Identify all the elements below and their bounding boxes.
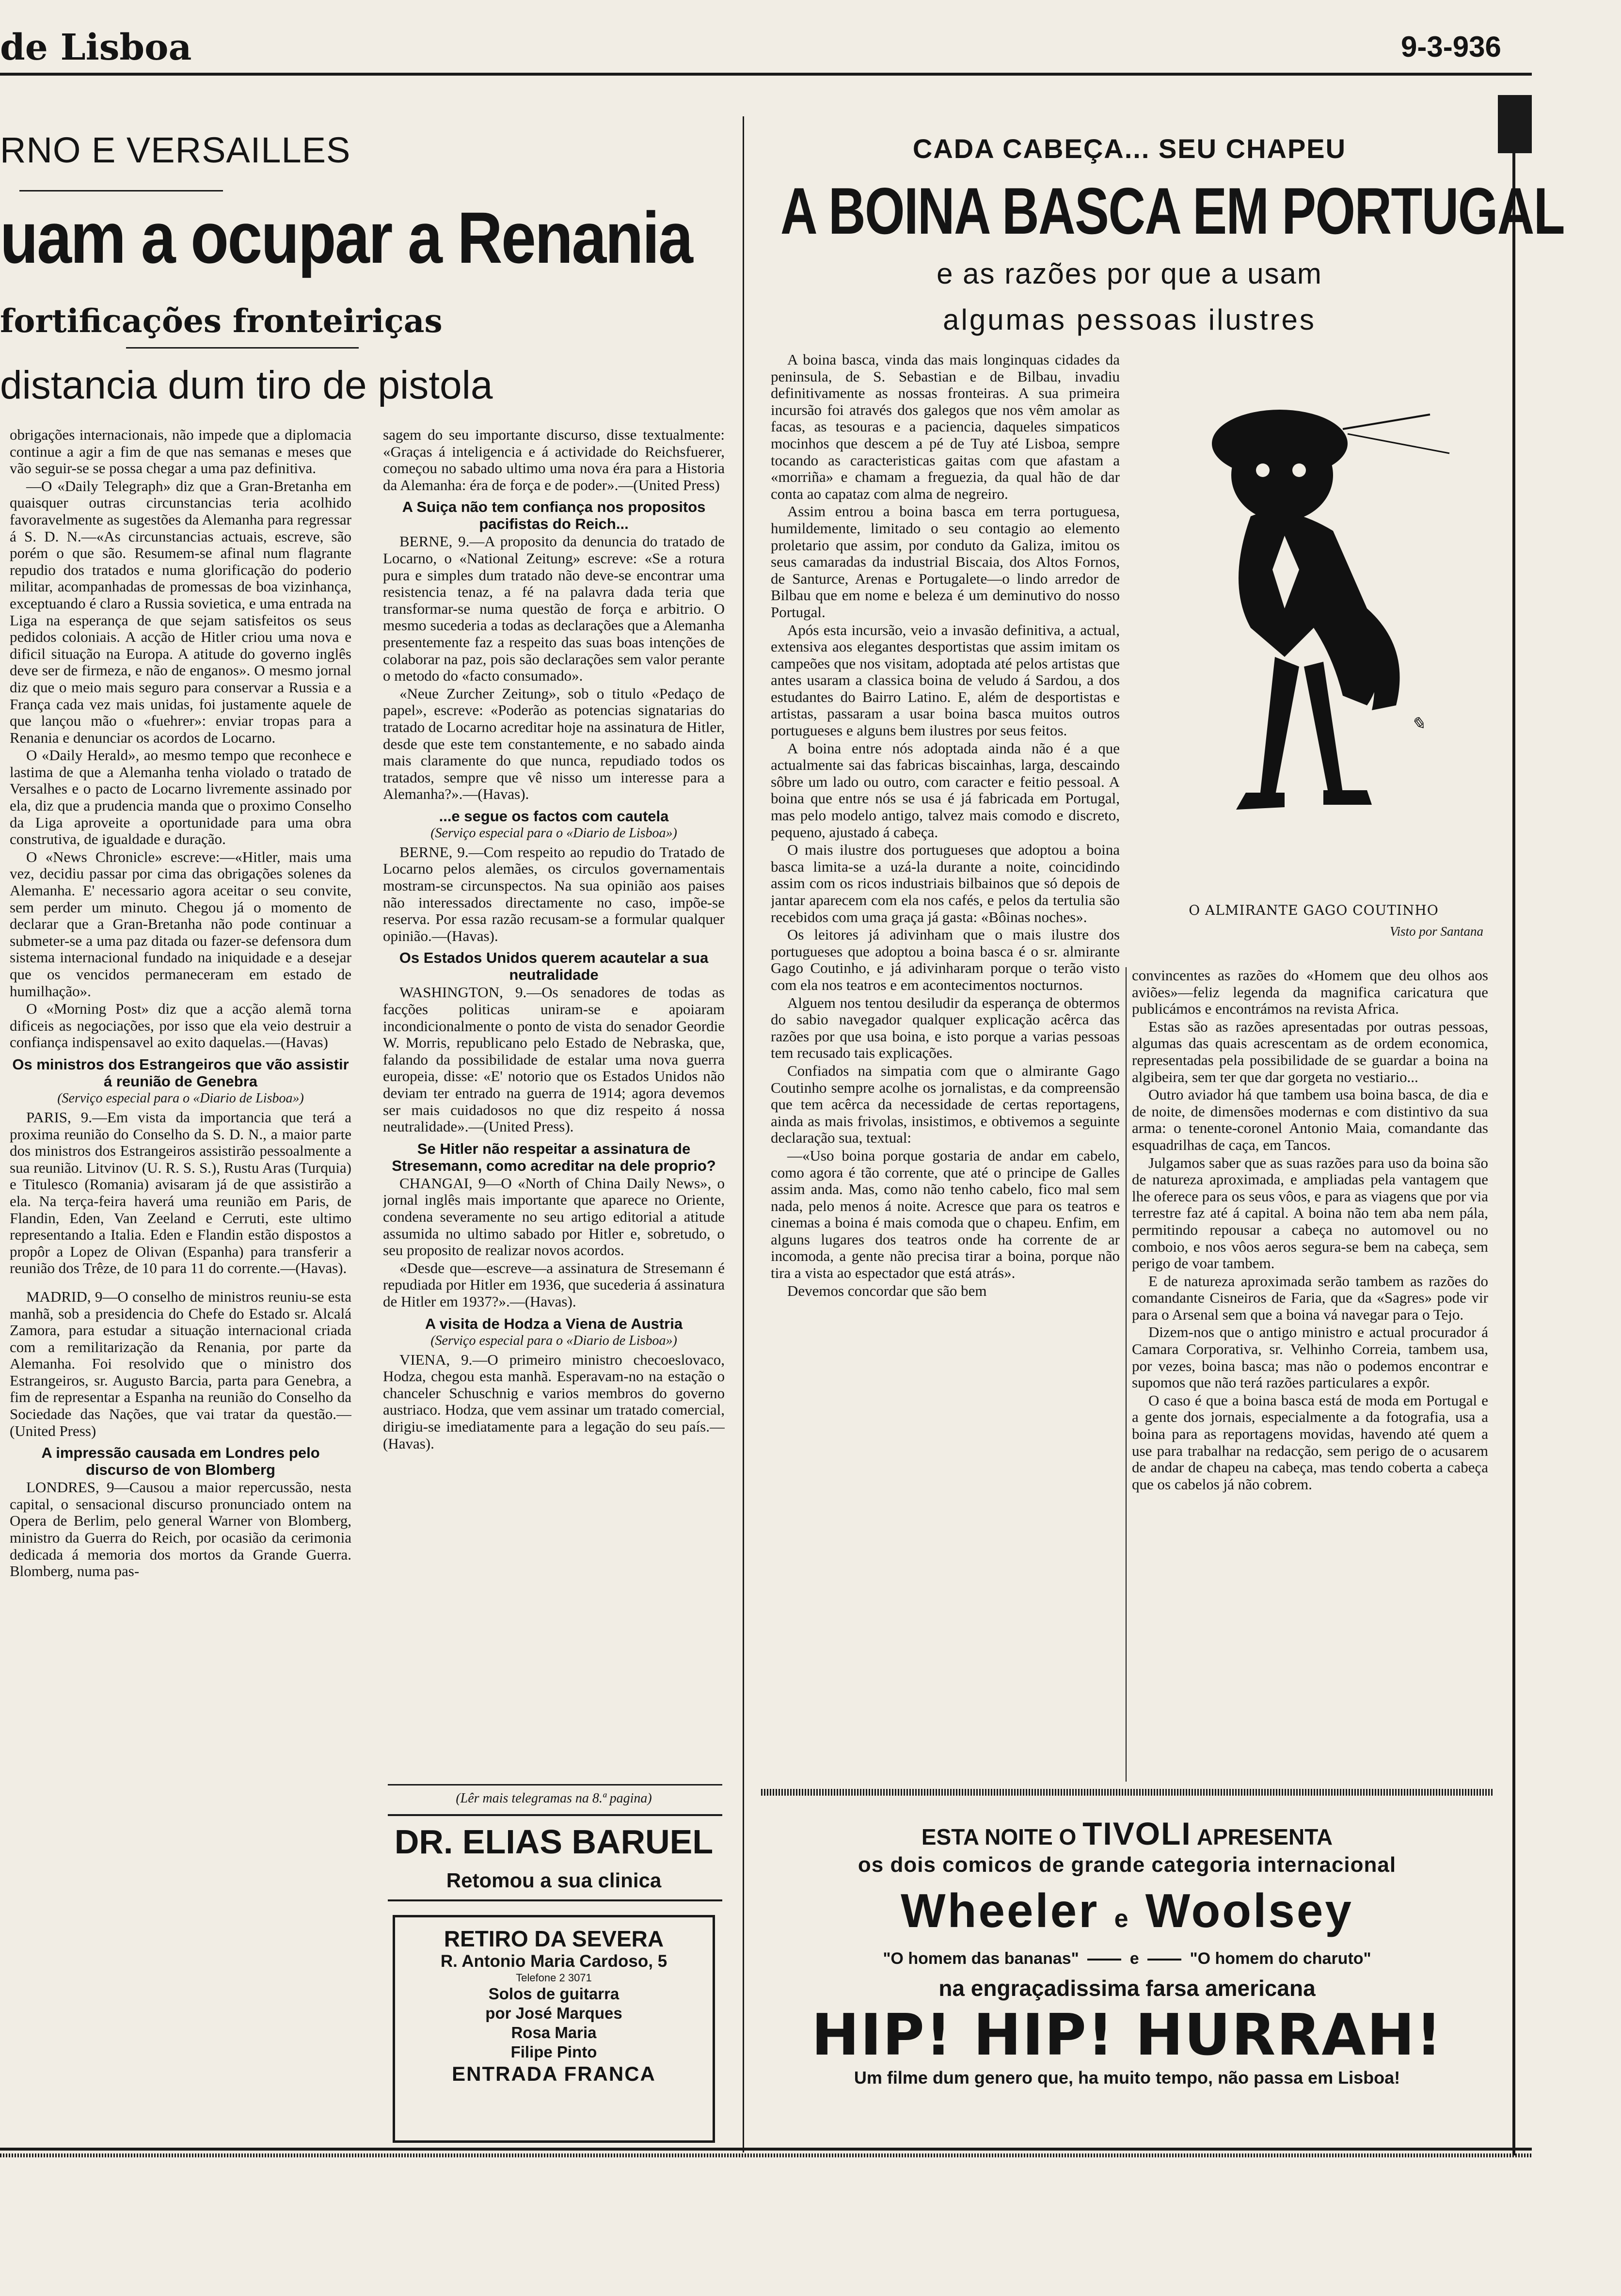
ad-retiro-title: RETIRO DA SEVERA — [444, 1926, 664, 1951]
paragraph: «Neue Zurcher Zeitung», sob o titulo «Pedaço de papel», escreve: «Poderão as potencias signatarias do tratado de Locarno acreditar hoje na assinatura de Hitler, desde que este tem constantemente, e no sabado ainda mais claramente do que nunca, repudiado todos os tratados, sempre que vê nisso um interesse para a Alemanha?».—(Havas). — [383, 685, 725, 803]
paragraph: obrigações internacionais, não impede que a diplomacia continue a agir a fim de que nas semanas e meses que vão seguir-se se possa chegar a uma paz definitiva. — [10, 427, 351, 477]
paragraph: «Desde que—escreve—a assinatura de Stresemann é repudiada por Hitler em 1936, que sucederia á assinatura de Hitler em 1937?».—(Havas). — [383, 1259, 725, 1310]
paragraph: VIENA, 9.—O primeiro ministro checoeslovaco, Hodza, chegou esta manhã. Esperavam-no na estação o chanceler Schuschnig e varios membros do governo austriaco. Hodza, que vem assinar um tratado comercial, dirigiu-se imediatamente para a legação do seu país.—(Havas). — [383, 1351, 725, 1452]
paragraph: Dizem-nos que o antigo ministro e actual procurador á Camara Corporativa, sr. Velhinho Correia, tambem usa, por vezes, boina basca; mas não o podemos encontrar e supomos que não terá razões particulares a expôr. — [1132, 1323, 1488, 1391]
ad-tivoli-pre: ESTA NOITE O — [921, 1824, 1077, 1850]
section-note: (Serviço especial para o «Diario de Lisboa») — [57, 1090, 304, 1106]
ad-tivoli-name-1: Wheeler — [901, 1884, 1099, 1937]
paragraph: —O «Daily Telegraph» diz que a Gran-Bretanha em quaisquer outras circunstancias teria acolhido favoravelmente as sugestões da Alemanha para regressar á S. D. N.—«As circunstancias actuais, escreve, são porém o que são. Resumem-se afinal num flagrante repudio dos tratados e numa glorificação do poderio militar, acompanhadas de promessas de boa vizinhança, exceptuando é claro a Russia sovietica, e uma entrada na Liga na esperança de que sejam satisfeitos os seus pedidos coloniais. A acção de Hitler criou uma nova e dificil situação na Europa. A atitude do governo inglês deve ser de firmeza, e não de enganos». O mesmo jornal diz que o meio mais seguro para conservar a Russia e a França cada vez mais unidas, foi justamente aquele de que lançou mão o «fuehrer»: enviar tropas para a Renania e denunciar os acordos de Locarno. — [10, 477, 351, 746]
section-title: A visita de Hodza a Viena de Austria — [425, 1315, 683, 1332]
left-headline: uam a ocupar a Renania — [0, 197, 692, 278]
masthead-rule — [0, 73, 1532, 76]
ad-doctor-bottom-rule — [388, 1899, 722, 1901]
paragraph: Estas são as razões apresentadas por outras pessoas, algumas das quais acrescentam as de ordem economica, representadas pela possibilidade de se guardar a boina na algibeira, sem ter que dar gorgeta no vestiario... — [1132, 1018, 1488, 1085]
column-divider — [743, 116, 744, 2152]
caricature-drawing — [1139, 356, 1488, 899]
ad-doctor-name: DR. ELIAS BARUEL — [394, 1823, 714, 1861]
bottom-hatch — [0, 2153, 1532, 2157]
paragraph: PARIS, 9.—Em vista da importancia que terá a proxima reunião do Conselho da S. D. N., a maior parte dos ministros dos Estrangeiros assistirão pessoalmente a sua reunião. Litvinov (U. R. S. S.), Rustu Aras (Turquia) e Titulesco (Romania) avisaram já de que assistirão a ela. Na terça-feira haverá uma reunião em Paris, de Flandin, Eden, Van Zeeland e Cerruti, este ultimo representando a Italia. Eden e Flandin estão dispostos a propôr a Lopez de Olivan (Espanha) para transferir a reunião dos Trêze, de 10 para 11 do corrente.—(Havas). — [10, 1108, 351, 1277]
section-note: (Serviço especial para o «Diario de Lisboa») — [430, 825, 677, 841]
paragraph: O «News Chronicle» escreve:—«Hitler, mais uma vez, decidiu passar por cima das obrigações solenes da Alemanha. E' necessario agora aceitar o seu convite, sem perder um minuto. Chegou já o momento de declarar que a Gran-Bretanha não pode continuar a submeter-se a uma paz ditada ou fazer-se defensora dum sistema internacional fundado na iniquidade e a desejar que os vencidos permaneceram em estado de humilhação». — [10, 848, 351, 1000]
right-kicker: CADA CABEÇA... SEU CHAPEU — [912, 133, 1347, 164]
masthead-paper-name: de Lisboa — [0, 27, 192, 68]
ad-retiro-line: Solos de guitarra — [488, 1985, 620, 2003]
ad-tivoli-name-2: Woolsey — [1145, 1884, 1353, 1937]
paragraph: O «Morning Post» diz que a acção alemã torna dificeis as negociações, por isso que ela veio destruir a confiança indispensavel ao exito daquelas.—(Havas) — [10, 1000, 351, 1051]
ad-tivoli-nicknames — [761, 1947, 1493, 1970]
ad-retiro-da-severa — [393, 1915, 715, 2143]
section-title: Os Estados Unidos querem acautelar a sua neutralidade — [399, 949, 709, 984]
paragraph: MADRID, 9—O conselho de ministros reuniu-se esta manhã, sob a presidencia do Chefe do Estado sr. Alcalá Zamora, para estudar a situação internacional criada com a remilitarização da Renania, por parte da Alemanha. Foi resolvido que o ministro dos Estrangeiros, sr. Augusto Barcia, parta para Genebra, a fim de representar a Espanha na reunião do Conselho da Sociedade das Nações, que vai tratar da questão.—(United Press) — [10, 1288, 351, 1439]
ad-doctor — [383, 1814, 725, 1930]
ad-retiro-phone: Telefone 2 3071 — [516, 1972, 592, 1984]
ad-tivoli-top-border — [761, 1789, 1493, 1796]
ad-retiro-address: R. Antonio Maria Cardoso, 5 — [440, 1952, 667, 1971]
ad-tivoli-line2: os dois comicos de grande categoria internacional — [858, 1853, 1397, 1877]
paragraph: Outro aviador há que tambem usa boina basca, de dia e de noite, de dimensões modernas e com distintivo da sua arma: o tenente-coronel Antonio Maia, comandante das esquadrilhas de caça, em Tancos. — [1132, 1086, 1488, 1153]
paragraph: sagem do seu importante discurso, disse textualmente: «Graças á inteligencia e á actividade do Reichsfuerer, começou no sabado ultimo uma nova éra para a Historia da Alemanha: éra de força e de poder».—(United Press) — [383, 427, 725, 494]
left-deck-2: distancia dum tiro de pistola — [0, 363, 493, 407]
caricature-signature: ✎ — [1411, 714, 1426, 734]
kicker-rule — [19, 190, 223, 191]
more-rule — [388, 1784, 722, 1786]
ad-tivoli-footer: Um filme dum genero que, ha muito tempo, não passa em Lisboa! — [854, 2068, 1400, 2088]
paragraph: Assim entrou a boina basca em terra portuguesa, humildemente, limitado o seu contagio ao elemento proletario que assim, por conduto da Galiza, imitou os seus camaradas da industrial Biscaia, dos Altos Fornos, de Santurce, Arenas e Portugalete—o lindo arredor de Bilbau que em nome e beleza é um deminutivo do nosso Portugal. — [771, 503, 1120, 621]
margin-line — [1512, 153, 1515, 2155]
ad-tivoli-post: APRESENTA — [1196, 1824, 1333, 1850]
paragraph: A boina basca, vinda das mais longinquas cidades da peninsula, de S. Sebastian e de Bilbau, invadiu definitivamente as nossas fronteiras. A sua primeira incursão foi através dos galegos que nos vêm amolar as facas, as tesouras e a paciencia, daqueles simpaticos mocinhos que descem a pé de Tuy até Lisboa, sempre tocando as caracteristicas gaitas com que afastam a «morriña» e chamam a freguezia, da qual hão de dar conta ao capataz com alma de negreiro. — [771, 351, 1120, 502]
ad-retiro-line: Filipe Pinto — [510, 2043, 597, 2061]
right-deck-2: algumas pessoas ilustres — [943, 303, 1316, 336]
paragraph: Os leitores já adivinham que o mais ilustre dos portugueses que adoptou a boina basca é o sr. almirante Gago Coutinho, e já adivinharam porque o terão visto com ela nos teatros e em acontecimentos nocturnos. — [771, 926, 1120, 993]
margin-bar — [1498, 95, 1532, 153]
paragraph: Julgamos saber que as suas razões para uso da boina são de natureza aproximada, e ampliadas pela vantagem que lhe oferece para os seus vôos, e para as viagens que por via terrestre faz até á capital. A boina não tem aba nem pála, permitindo repousar a cabeça no automovel ou no comboio, e nos vôos aeros segura-se bem na cabeça, sem perigo de voar tambem. — [1132, 1154, 1488, 1272]
section-note: (Serviço especial para o «Diario de Lisboa») — [430, 1333, 677, 1348]
masthead-date: 9-3-936 — [1401, 31, 1501, 63]
paragraph: O mais ilustre dos portugueses que adoptou a boina basca limita-se a uzá-la durante a noite, coincidindo assim com os ricos industriais bilbainos que só depois de jantar aparecem com ela nos cafés, e pelos da tertulia são recebidos com uma graça já gasta: «Bôinas noches». — [771, 841, 1120, 925]
ad-tivoli-line1 — [761, 1816, 1493, 1851]
right-column-divider — [1126, 967, 1127, 1782]
ad-retiro-line: Rosa Maria — [511, 2024, 597, 2041]
ad-tivoli — [761, 1799, 1493, 2138]
ad-tivoli-nick-2: "O homem do charuto" — [1190, 1949, 1371, 1968]
paragraph: Devemos concordar que são bem — [787, 1282, 987, 1299]
section-title: ...e segue os factos com cautela — [439, 807, 669, 825]
paragraph: O «Daily Herald», ao mesmo tempo que reconhece e lastima de que a Alemanha tenha violado o tratado de Versalhes e o pacto de Locarno livremente assinado por ela, diz que a prudencia manda que o proximo Conselho da Liga aproveite a oportunidade para uma obra construtiva, de igualdade e duração. — [10, 747, 351, 848]
paragraph: WASHINGTON, 9.—Os senadores de todas as facções politicas uniram-se e apoiaram incondicionalmente o ponto de vista do senador Geordie W. Morris, republicano pelo Estado de Nebraska, que, falando da possibilidade de estalar uma nova guerra europeia, disse: «E' notorio que os Estados Unidos não deviam ter entrado na guerra de 1914; agora devemos ser mais cuidadosos no que diz respeito á nossa neutralidade».—(United Press). — [383, 984, 725, 1135]
caricature-gago-coutinho — [1139, 356, 1488, 899]
paragraph: A boina entre nós adoptada ainda não é a que actualmente sai das fabricas biscainhas, larga, descaindo sôbre um lado ou outro, com caracter e feitio pessoal. A boina que entre nós se usa é já fabricada em Portugal, mas pelo modelo antigo, talvez mais comodo e discreto, pequeno, ajustado á cabeça. — [771, 739, 1120, 841]
ad-retiro-line: por José Marques — [485, 2004, 622, 2022]
left-column-1 — [10, 427, 351, 2283]
caricature-caption: O ALMIRANTE GAGO COUTINHO — [1189, 902, 1439, 918]
right-column-1 — [771, 351, 1120, 1779]
paragraph: Após esta incursão, veio a invasão definitiva, a actual, extensiva aos elegantes desportistas que assim imitam os campeões que nos visitam, adoptada até pelos artistas que antes usaram a classica boina de veludo á Sardou, a dos estudantes do Bairro Latino. E, além de desportistas e artistas, passaram a usar boina basca muitos outros portugueses e alguns bem ilustres por seus feitos. — [771, 621, 1120, 739]
bottom-rule — [0, 2148, 1532, 2151]
paragraph: O caso é que a boina basca está de moda em Portugal e a gente dos jornais, especialmente a da fotografia, usa a boina para as reportagens movidas, havendo até quem a use para trabalhar na redacção, sem perigo de o acusarem de andar de chapeu na cabeça, mas tendo coberta a cabeça que os cabelos já não cobrem. — [1132, 1391, 1488, 1493]
section-title: A Suiça não tem confiança nos propositos pacifistas do Reich... — [402, 498, 706, 533]
paragraph: convincentes as razões do «Homem que deu olhos aos aviões»—feliz legenda da magnifica caricatura que publicámos e encontrámos na revista Africa. — [1132, 967, 1488, 1018]
paragraph: Alguem nos tentou desiludir da esperança de obtermos do sabio navegador qualquer explicação acêrca das razões por que usa boina, e isto porque a varias pessoas tem recusado tais explicações. — [771, 994, 1120, 1062]
section-title: Se Hitler não respeitar a assinatura de Stresemann, como acreditar na dele proprio? — [392, 1140, 716, 1174]
ad-tivoli-names — [761, 1882, 1493, 1947]
right-deck-1: e as razões por que a usam — [937, 257, 1322, 290]
right-column-2 — [1132, 967, 1488, 1782]
ad-tivoli-conj: e — [1114, 1905, 1130, 1933]
ad-tivoli-nick-dash — [1147, 1959, 1181, 1961]
right-headline: A BOINA BASCA EM PORTUGAL — [780, 174, 1565, 248]
paragraph: E de natureza aproximada serão tambem as razões do comandante Cisneiros de Faria, que da «Sagres» pode vir para o Arsenal sem que a boina vá navegar para o Tejo. — [1132, 1272, 1488, 1323]
ad-tivoli-venue: TIVOLI — [1082, 1816, 1192, 1851]
caricature-credit: Visto por Santana — [1389, 924, 1483, 939]
ad-tivoli-nick-1: "O homem das bananas" — [883, 1949, 1079, 1968]
ad-tivoli-line4: na engraçadissima farsa americana — [938, 1976, 1316, 2001]
ad-doctor-line: Retomou a sua clinica — [446, 1869, 662, 1892]
paragraph: Confiados na simpatia com que o almirante Gago Coutinho sempre acolhe os jornalistas, e da compreensão que tem acêrca da necessidade de certas reportagens, ainda as mais frivolas, insistimos, e obtivemos a seguinte declaração sua, textual: — [771, 1062, 1120, 1147]
section-title: Os ministros dos Estrangeiros que vão assistir á reunião de Genebra — [12, 1055, 349, 1090]
left-deck-1: fortificações fronteiriças — [0, 302, 443, 340]
left-kicker: RNO E VERSAILLES — [0, 130, 351, 170]
paragraph: LONDRES, 9—Causou a maior repercussão, nesta capital, o sensacional discurso pronunciado ontem na Opera de Berlim, pelo general Warner von Blomberg, ministro da Guerra do Reich, por ocasião da cerimonia dedicada á memoria dos mortos da Grande Guerra. Blomberg, numa pas- — [10, 1479, 351, 1580]
deck-rule — [126, 347, 359, 349]
left-column-2 — [383, 427, 725, 1782]
ad-tivoli-title: HIP! HIP! HURRAH! — [811, 2001, 1443, 2068]
ad-doctor-top-rule — [388, 1814, 722, 1816]
paragraph: CHANGAI, 9—O «North of China Daily News», o jornal inglês mais importante que aparece no Oriente, condena severamente no seu artigo editorial a atitude assumida no ultimo sabado por Hitler e, sobretudo, o seu proposito de realizar novos acordos. — [383, 1174, 725, 1259]
paragraph: —«Uso boina porque gostaria de andar em cabelo, como agora é tão corrente, que até o principe de Galles assim anda. Mas, como não tenho cabelo, fico mal sem nada, pelo menos á noite. Acresce que para os teatros e cinemas a boina é mais comoda que o chapeu. Enfim, em alguns lugares dos teatros onde ha corrente de ar incomoda, a gente não precisa tirar a boina, porque não tira a vista ao espectador que está atrás». — [771, 1147, 1120, 1282]
more-telegrams-note: (Lêr mais telegramas na 8.ª pagina) — [456, 1791, 652, 1806]
ad-tivoli-nick-dash — [1087, 1959, 1121, 1961]
paragraph: BERNE, 9.—Com respeito ao repudio do Tratado de Locarno pelos alemães, os circulos governamentais mostram-se circunspectos. Na sua opinião aos paises não interessados directamente no caso, impõe-se reserva. Por essa razão recusam-se a formular qualquer opinião.—(Havas). — [383, 843, 725, 944]
paragraph: BERNE, 9.—A proposito da denuncia do tratado de Locarno, o «National Zeitung» escreve: «Se a rotura pura e simples dum tratado não deve-se encontrar uma resistencia tenaz, a fé na palavra dada teria que transformar-se numa questão de força e arbitrio. O mesmo sucederia a todas as declarações que a Alemanha presentemente faz a respeito das suas boas intenções de colaborar na paz, pois são declarações sem valor perante o metodo do «facto consumado». — [383, 533, 725, 685]
ad-retiro-footer: ENTRADA FRANCA — [452, 2062, 656, 2085]
ad-tivoli-nick-conj: e — [1129, 1949, 1139, 1968]
section-title: A impressão causada em Londres pelo discurso de von Blomberg — [41, 1444, 320, 1479]
